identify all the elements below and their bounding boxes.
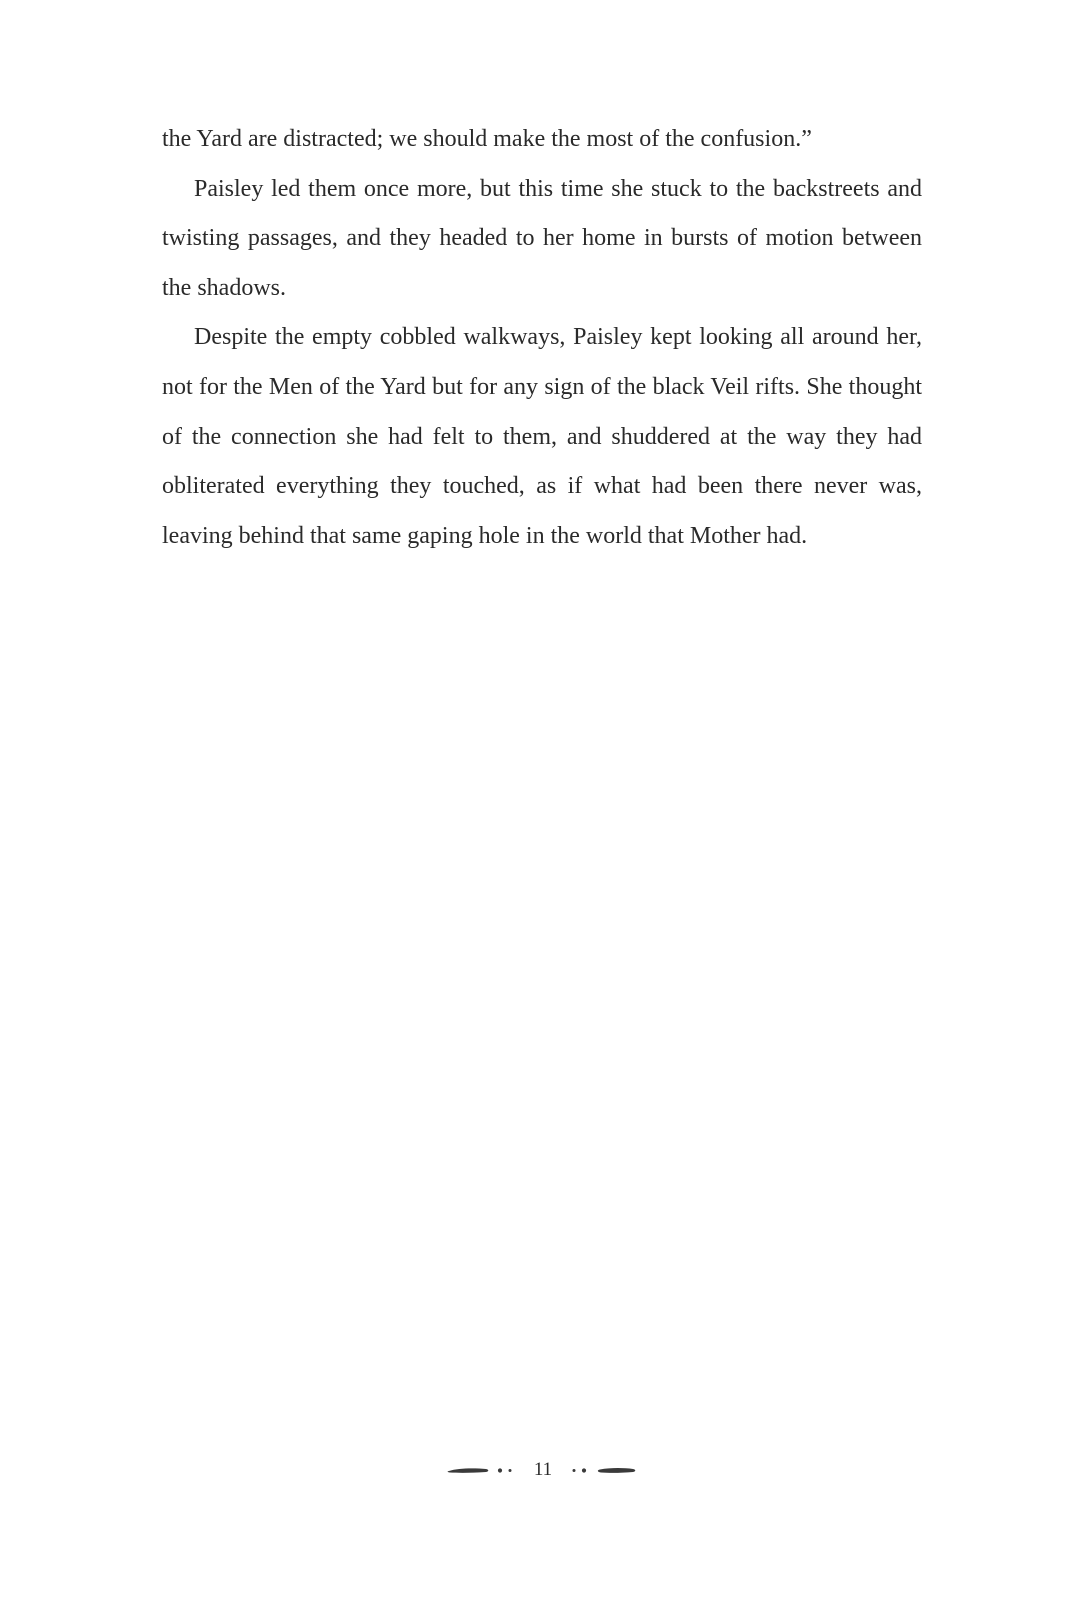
page-number: 11 xyxy=(533,1459,553,1480)
paragraph-continuation: the Yard are distracted; we should make the most of the confusion.” xyxy=(162,126,812,152)
page-body xyxy=(162,115,922,561)
page-footer xyxy=(0,1455,1067,1485)
paragraph: Despite the empty cobbled walkways, Paisley kept looking all around her, not for the Men of the Yard but for any sign of the black Veil rifts. She thought of the connection she had felt to them, and shuddered at the way they had obliterated everything they touched, as if what had been there never was, leaving behind that same gaping hole in the world that Mother had. xyxy=(162,324,922,549)
paragraph: Paisley led them once more, but this time she stuck to the backstreets and twisting passages, and they headed to her home in bursts of motion between the shadows. xyxy=(162,175,922,301)
